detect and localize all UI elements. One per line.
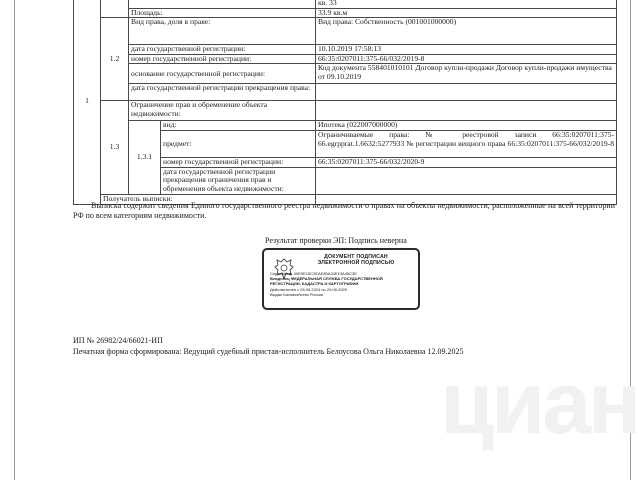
- top-row-value: кв. 33: [316, 0, 617, 8]
- stamp-certificate: Сертификат 00E9E15C3EAE85A34E13A45C3E: [270, 271, 357, 276]
- registry-notice: Выписка содержит сведения Единого государственного реестра недвижимости о правах на объекты недвижимости, расположенные на всей территории РФ по всем категориям недвижимости.: [73, 201, 615, 220]
- stamp-owner-line-1: Владелец ФЕДЕРАЛЬНАЯ СЛУЖБА ГОСУДАРСТВЕННОЙ: [270, 276, 383, 282]
- stamp-title-line-1: ДОКУМЕНТ ПОДПИСАН: [324, 254, 388, 260]
- termination-date-value: [316, 84, 617, 101]
- section-number-1-2: 1.2: [101, 18, 129, 101]
- signature-check-result: Результат проверки ЭП: Подпись неверна: [265, 236, 407, 245]
- right-type-label: Вид права, доля в праве:: [129, 18, 316, 45]
- reg-date-label: дата государственной регистрации:: [129, 45, 316, 55]
- right-type-value: Вид права: Собственность (001001000000): [316, 18, 617, 45]
- stamp-owner-line-2: РЕГИСТРАЦИИ, КАДАСТРА И КАРТОГРАФИИ: [270, 281, 359, 287]
- reg-date-value: 10.10.2019 17:58:13: [316, 45, 617, 55]
- stamp-validity: Действителен с 05.06.2024 по 29.08.2025: [270, 286, 347, 292]
- termination-date-label: дата государственной регистрации прекращения права:: [129, 84, 316, 101]
- stamp-issuer: Выдан Казначейство России: [270, 291, 324, 297]
- reg-basis-label: основание государственной регистрации:: [129, 64, 316, 84]
- ip-number: ИП № 26982/24/66021-ИП: [73, 336, 163, 345]
- restrictions-header: Ограничение прав и обременение объекта недвижимости:: [129, 101, 316, 121]
- area-value: 33.9 кв.м: [316, 8, 617, 18]
- reg-number-value: 66:35:0207011:375-66/032/2019-8: [316, 54, 617, 64]
- area-label: Площадь:: [129, 8, 316, 18]
- reg-number-label: номер государственной регистрации:: [129, 54, 316, 64]
- kind-label: вид:: [161, 121, 316, 131]
- cian-watermark: циан: [440, 353, 638, 452]
- row-number-1: 1: [74, 0, 101, 204]
- restriction-termination-value: [316, 167, 617, 194]
- subject-value: Ограничиваемые права: № реестровой записи 66:35:0207011:375-66.egrpprat.1.6632:5277933 № регистрации вещного права 66:35:0207011:375-66/032/2019-8: [316, 130, 617, 157]
- recipient-label: Получатель выписки:: [101, 194, 316, 204]
- restriction-number-label: номер государственной регистрации:: [161, 157, 316, 167]
- electronic-signature-stamp: [262, 248, 420, 310]
- section-number-1-3: 1.3: [101, 101, 129, 194]
- registry-table: [73, 0, 617, 205]
- restriction-number-value: 66:35:0207011:375-66/032/2020-9: [316, 157, 617, 167]
- print-form-info: Печатная форма сформирована: Ведущий судебный пристав-исполнитель Белоусова Ольга Николаевна 12.09.2025: [73, 347, 464, 356]
- restriction-termination-label: дата государственной регистрации прекращения ограничения прав и обременения объекта недвижимости:: [161, 167, 316, 194]
- kind-value: Ипотека (022007000000): [316, 121, 617, 131]
- stamp-title-line-2: ЭЛЕКТРОННОЙ ПОДПИСЬЮ: [317, 260, 395, 266]
- page-edge-left: [14, 0, 15, 480]
- reg-basis-value: Код документа 558401010101 Договор купли-продажи Договор купли-продажи имущества от 09.10.2019: [316, 64, 617, 84]
- subsection-number-1-3-1: 1.3.1: [129, 121, 161, 194]
- subject-label: предмет:: [161, 130, 316, 157]
